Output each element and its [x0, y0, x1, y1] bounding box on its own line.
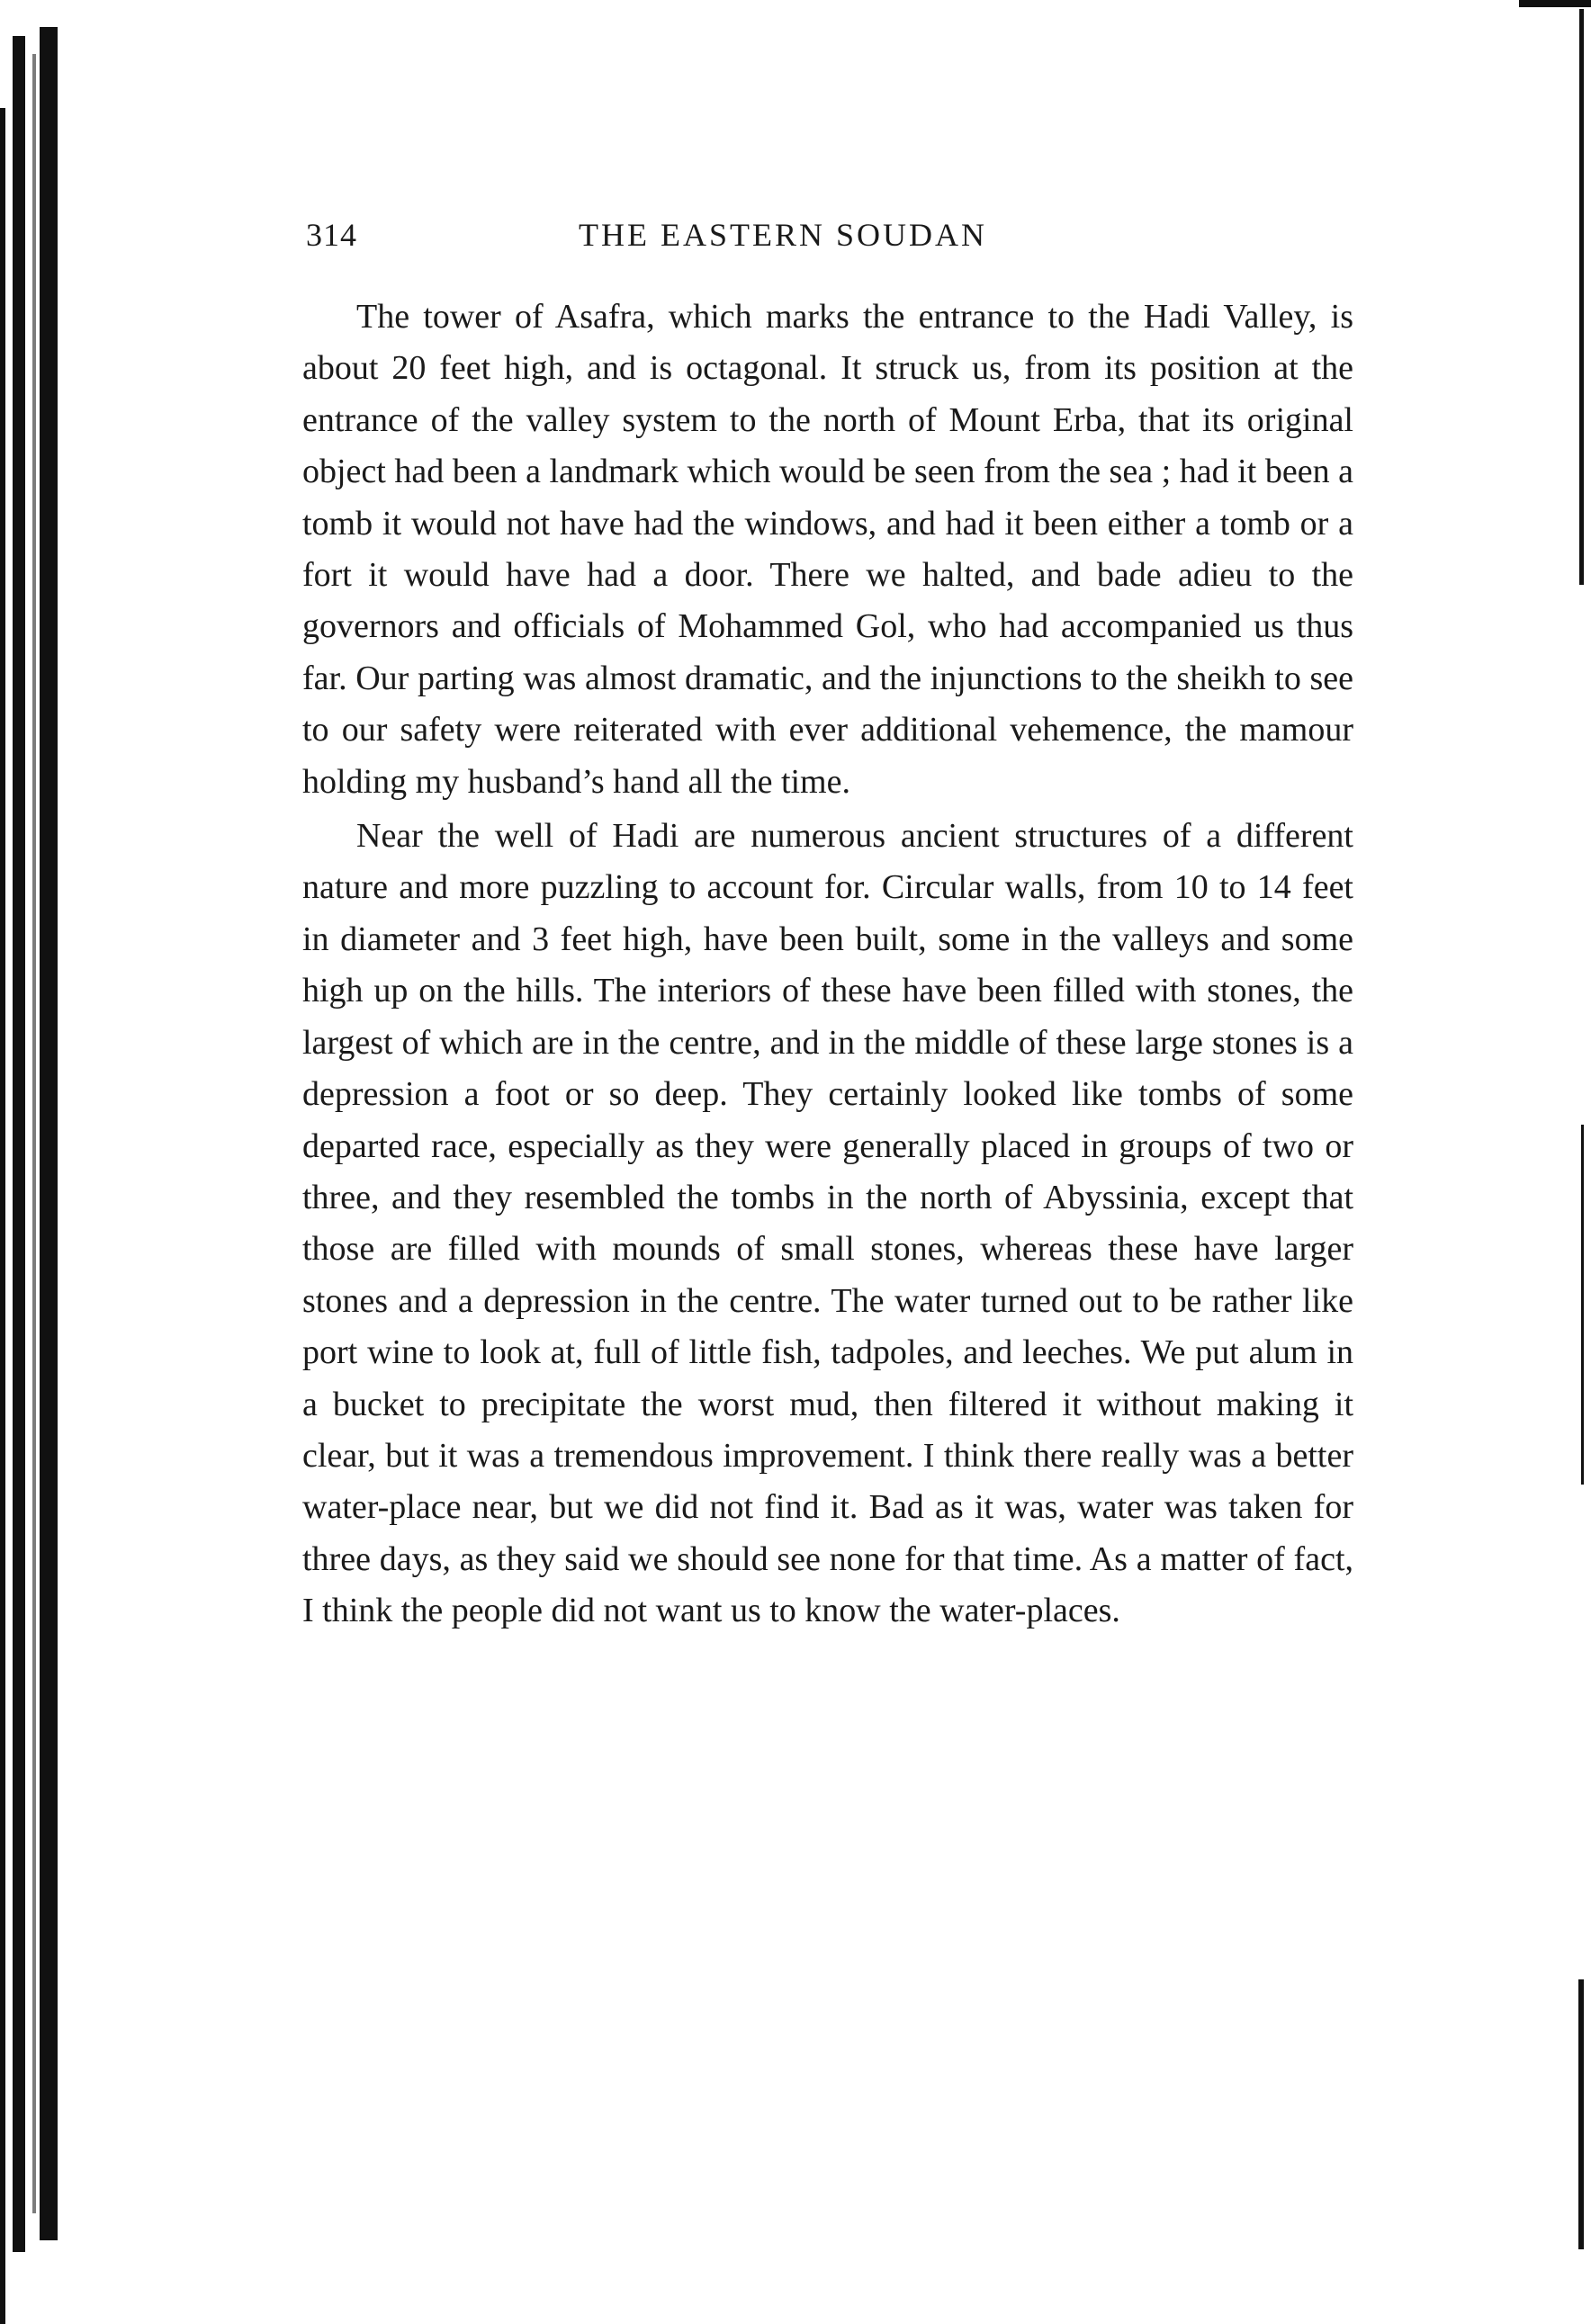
- body-text: [302, 292, 1353, 1640]
- scan-left-edge: [0, 0, 47, 2252]
- scan-edge-mark: [1581, 1125, 1584, 1485]
- running-head: [306, 216, 1354, 261]
- scan-edge-mark: [40, 27, 58, 2240]
- scan-edge-mark: [1519, 0, 1591, 7]
- scan-right-edge: [1573, 0, 1591, 2252]
- scan-edge-mark: [13, 36, 25, 2252]
- paragraph: Near the well of Hadi are numerous ancient structures of a different nature and more puzzling to account for. Circular walls, from 10 to 14 feet in diameter and 3 feet high, have been built, some in the valleys and some high up on the hills. The interiors of these have been filled with stones, the largest of which are in the centre, and in the middle of these large stones is a depression a foot or so deep. They certainly looked like tombs of some departed race, especially as they were generally placed in groups of two or three, and they resembled the tombs in the north of Abyssinia, except that those are filled with mounds of small stones, whereas these have larger stones and a depression in the centre. The water turned out to be rather like port wine to look at, full of little fish, tadpoles, and leeches. We put alum in a bucket to precipitate the worst mud, then filtered it without making it clear, but it was a tremendous improvement. I think there really was a better water-place near, but we did not find it. Bad as it was, water was taken for three days, as they said we should see none for that time. As a matter of fact, I think the people did not want us to know the water-places.: [302, 817, 1353, 1630]
- running-title: THE EASTERN SOUDAN: [579, 217, 987, 253]
- scan-edge-mark: [1579, 9, 1584, 585]
- page-number: 314: [306, 217, 357, 253]
- scan-edge-mark: [32, 54, 36, 2213]
- scan-edge-mark: [0, 108, 5, 2324]
- paragraph: The tower of Asafra, which marks the entrance to the Hadi Valley, is about 20 feet high, and is octagonal. It struck us, from its position at the entrance of the valley system to the north of Mount Erba, that its original object had been a landmark which would be seen from the sea ; had it been a tomb it would not have had the windows, and had it been either a tomb or a fort it would have had a door. There we halted, and bade adieu to the governors and officials of Mohammed Gol, who had accompanied us thus far. Our parting was almost dramatic, and the injunctions to the sheikh to see to our safety were reiterated with ever additional vehemence, the mamour holding my husband’s hand all the time.: [302, 298, 1353, 801]
- scan-edge-mark: [1578, 1979, 1584, 2249]
